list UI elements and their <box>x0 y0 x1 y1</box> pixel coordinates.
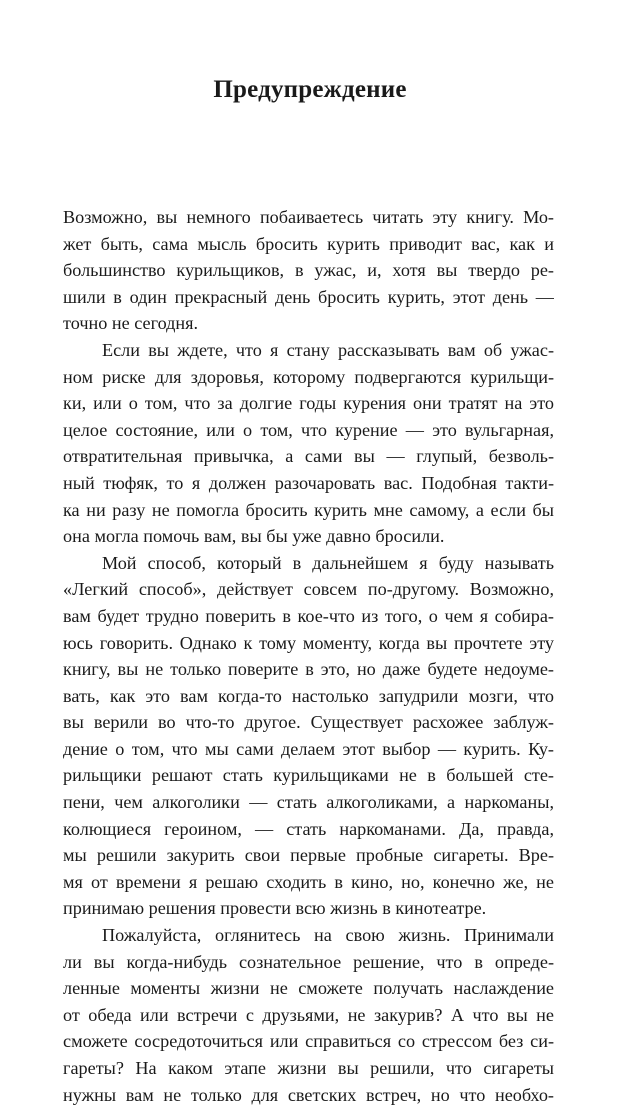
text-line: ном риске для здоровья, которому подвергаются курильщи- <box>63 366 554 387</box>
text-line: колющиеся героином, — стать наркоманами. Да, правда, <box>63 818 554 839</box>
text-line: юсь говорить. Однако к тому моменту, когда вы прочтете эту <box>63 632 554 653</box>
text-line: Мой способ, который в дальнейшем я буду называть <box>102 552 554 573</box>
text-line: вы верили во что-то другое. Существует расхожее заблуж- <box>63 712 554 733</box>
text-line: она могла помочь вам, вы бы уже давно бросили. <box>63 526 445 547</box>
text-line: большинство курильщиков, в ужас, и, хотя вы твердо ре- <box>63 260 554 281</box>
text-line: Пожалуйста, оглянитесь на свою жизнь. Принимали <box>102 925 554 946</box>
text-line: мя от времени я решаю сходить в кино, но, конечно же, не <box>63 871 554 892</box>
text-line: ка ни разу не помогла бросить курить мне самому, а если бы <box>63 499 554 520</box>
text-line: «Легкий способ», действует совсем по-другому. Возможно, <box>63 579 554 600</box>
text-line: целое состояние, или о том, что курение — это вульгарная, <box>63 419 554 440</box>
text-line: сможете сосредоточиться или справиться со стрессом без си- <box>63 1031 554 1052</box>
text-line: рильщики решают стать курильщиками не в большей сте- <box>63 765 554 786</box>
text-line: пени, чем алкоголики — стать алкоголиками, а наркоманы, <box>63 792 554 813</box>
text-line: вать, как это вам когда-то настолько запудрили мозги, что <box>63 685 554 706</box>
text-line: принимаю решения провести всю жизнь в кинотеатре. <box>63 898 487 919</box>
text-line: Если вы ждете, что я стану рассказывать вам об ужас- <box>102 339 554 360</box>
text-line: жет быть, сама мысль бросить курить приводит вас, как и <box>63 233 554 254</box>
text-line: ли вы когда-нибудь сознательное решение, что в опреде- <box>63 951 554 972</box>
text-line: книгу, вы не только поверите в это, но даже будете недоуме- <box>63 659 554 680</box>
text-line: дение о том, что мы сами делаем этот выбор — курить. Ку- <box>63 738 554 759</box>
text-line: гареты? На каком этапе жизни вы решили, что сигареты <box>63 1058 554 1078</box>
text-line: ленные моменты жизни не сможете получать наслаждение <box>63 978 554 999</box>
text-line: мы решили закурить свои первые пробные сигареты. Вре- <box>63 845 554 866</box>
text-line: шили в один прекрасный день бросить курить, этот день — <box>63 286 554 307</box>
chapter-title: Предупреждение <box>213 76 407 103</box>
body-text <box>63 204 554 1108</box>
text-line: Возможно, вы немного побаиваетесь читать эту книгу. Мо- <box>63 207 554 227</box>
text-line: нужны вам не только для светских встреч, но что необхо- <box>63 1084 554 1105</box>
text-line: ный тюфяк, то я должен разочаровать вас. Подобная такти- <box>63 472 554 493</box>
text-line: отвратительная привычка, а сами вы — глупый, безволь- <box>63 446 554 467</box>
text-line: от обеда или встречи с друзьями, не закурив? А что вы не <box>63 1004 554 1025</box>
text-line: точно не сегодня. <box>63 313 199 334</box>
text-line: ки, или о том, что за долгие годы курения они тратят на это <box>63 393 554 414</box>
text-line: вам будет трудно поверить в кое-что из того, о чем я собира- <box>63 605 554 626</box>
